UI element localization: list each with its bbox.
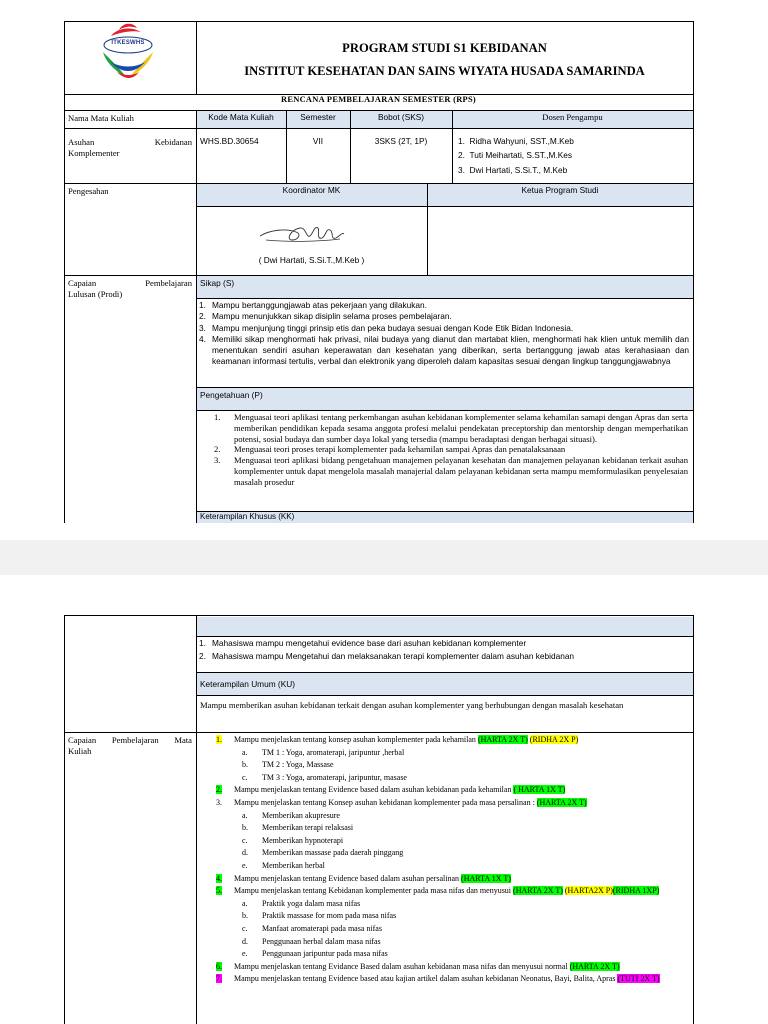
lecturer-list <box>458 136 688 176</box>
kk-list <box>199 638 689 663</box>
cpmk-item-3: 3. Mampu menjelaskan tentang Konsep asuhan kebidanan komplementer pada masa persalinan : (HARTA 2X T) <box>216 797 587 807</box>
assignment-badge: (HARTA 2X T) <box>477 735 528 744</box>
cpmk-subitem: e. Memberikan herbal <box>242 860 325 870</box>
course-name-word2: Kebidanan <box>154 137 192 147</box>
head-label: Ketua Program Studi <box>521 185 599 195</box>
semester-value: VII <box>312 136 324 146</box>
cpmk-word2: Pembelajaran <box>111 735 159 745</box>
pengetahuan-item: 3. Menguasai teori aplikasi bidang pengetahuan manajemen pelayanan kesehatan dan manajemen pelayanan kebidanan terkait asuhan komplementer untuk dapat mengelola masalah manajerial dalam pelayanan kebidanan serta mampu memformulasikan penyelesaian masalah prosedur <box>214 455 688 487</box>
sikap-item: 3. Mampu menjunjung tinggi prinsip etis dan peka budaya sesuai dengan Kode Etik Bidan Indonesia. <box>199 322 574 333</box>
cpmk-item-4: 4. Mampu menjelaskan tentang Evidence based dalam asuhan persalinan (HARTA 1X T) <box>216 873 511 883</box>
cpmk-subitem: b. Praktik massase for mom pada masa nifas <box>242 911 397 921</box>
kk-title: Keterampilan Khusus (KK) <box>200 512 295 521</box>
lecturer-item: 2. Tuti Meihartati, S.ST.,M.Kes <box>458 150 573 161</box>
lecturer-item: 1. Ridha Wahyuni, SST.,M.Keb <box>458 136 574 146</box>
sikap-title: Sikap (S) <box>200 278 235 288</box>
assignment-badge: (RIDHA 2X P) <box>529 735 579 744</box>
assignment-badge: ( HARTA 1X T) <box>513 785 566 795</box>
cpmk-subitem: b. Memberikan terapi relaksasi <box>242 823 354 833</box>
cpl-word2: Pembelajaran <box>145 278 192 288</box>
sikap-item: 4. Memiliki sikap menghormati hak privasi, nilai budaya yang dianut dan martabat klien, menghormati hak klien untuk memilih dan menentukan sendiri asuhan keperawatan dan kesehatan yang diberikan, serta bertanggung jawab atas kerahasiaan dan keamanan informasi tertulis, verbal dan elektronik yang diperoleh dalam kapasitas sesuai dengan lingkup tanggungjawabnya <box>199 333 689 367</box>
assignment-badge: (HARTA2X P) <box>564 886 613 896</box>
cpmk-item-1: 1. Mampu menjelaskan tentang konsep asuhan komplementer pada kehamilan (HARTA 2X T) (RIDHA 2X P) <box>216 735 579 744</box>
sikap-item: 1. Mampu bertanggungjawab atas pekerjaan yang dilakukan. <box>199 300 427 310</box>
weight-value: 3SKS (2T, 1P) <box>374 136 428 146</box>
ku-title: Keterampilan Umum (KU) <box>200 679 295 689</box>
cpmk-subitem: a. Memberikan akupresure <box>242 810 340 820</box>
cpmk-subitem: d. Memberikan massase pada daerah pinggang <box>242 848 404 858</box>
cpmk-item-5: 5. Mampu menjelaskan tentang Kebidanan komplementer pada masa nifas dan menyusui (HARTA 2X T) (HARTA2X P)(RIDHA 1XP) <box>216 886 660 896</box>
course-name-line1 <box>68 137 192 148</box>
course-name-line2: Komplementer <box>68 148 120 158</box>
sikap-list <box>199 300 689 368</box>
course-code-label: Kode Mata Kuliah <box>208 112 274 122</box>
logo-text: ITKESWHS <box>111 40 145 46</box>
cpmk-subitem: c. Manfaat aromaterapi pada masa nifas <box>242 923 382 933</box>
assignment-badge: (HARTA 2X T) <box>569 961 620 971</box>
cpl-word1: Capaian <box>68 278 97 288</box>
course-code: WHS.BD.30654 <box>200 136 259 146</box>
signer-name: ( Dwi Hartati, S.Si.T.,M.Keb ) <box>258 255 365 265</box>
semester-label: Semester <box>300 112 336 122</box>
cpmk-subitem: c. TM 3 : Yoga, aromaterapi, jaripuntur, masase <box>242 772 407 782</box>
cpmk-word1: Capaian <box>68 735 97 745</box>
weight-label: Bobot (SKS) <box>377 112 425 122</box>
assignment-badge: (RIDHA 1XP) <box>612 886 660 896</box>
sikap-header-shade <box>196 275 693 298</box>
program-name: PROGRAM STUDI S1 KEBIDANAN <box>342 41 547 55</box>
approval-label: Pengesahan <box>68 186 109 196</box>
assignment-badge: (HARTA 1X T) <box>461 873 511 883</box>
coordinator-label: Koordinator MK <box>282 185 341 195</box>
institution-logo <box>97 22 159 84</box>
cpmk-subitem: a. Praktik yoga dalam masa nifas <box>242 898 361 908</box>
cpmk-subitem: d. Penggunaan herbal dalam masa nifas <box>242 936 381 946</box>
cpl-label-line1 <box>68 278 192 289</box>
ku-text: Mampu memberikan asuhan kebidanan terkait dengan asuhan komplementer yang berhubungan dengan masalah kesehatan <box>200 700 624 710</box>
pengetahuan-header-shade <box>196 387 693 410</box>
cpmk-label-line2: Kuliah <box>68 746 92 756</box>
pengetahuan-list <box>214 412 688 488</box>
assignment-badge: (HARTA 2X T) <box>513 886 563 896</box>
kk-header-shade <box>196 617 693 636</box>
cpmk-item-7: 7. Mampu menjelaskan tentang Evidence based atau kajian artikel dalam asuhan kebidanan Neonatus, Bayi, Balita, Apras (TUTI 2X T) <box>216 974 660 984</box>
cpmk-subitem: e. Penggunaan jaripuntur pada masa nifas <box>242 949 388 959</box>
pengetahuan-item: 2. Menguasai teori proses terapi komplementer pada kehamilan sampai Apras dan penatalaksanaan <box>214 444 566 455</box>
institution-name: INSTITUT KESEHATAN DAN SAINS WIYATA HUSADA SAMARINDA <box>244 64 645 78</box>
sikap-item: 2. Mampu menunjukkan sikap disiplin selama proses pembelajaran. <box>199 311 452 322</box>
lecturer-item: 3. Dwi Hartati, S.Si.T., M.Keb <box>458 164 568 175</box>
kk-item: 2. Mahasiswa mampu Mengetahui dan melaksanakan terapi komplementer dalam asuhan kebidanan <box>199 651 575 662</box>
cpmk-item-6: 6. Mampu menjelaskan tentang Evidance Based dalam asuhan kebidanan masa nifas dan menyusui normal (HARTA 2X T) <box>216 961 620 971</box>
cpmk-subitem: b. TM 2 : Yoga, Massase <box>242 760 334 770</box>
signature-image <box>256 218 346 248</box>
kk-item: 1. Mahasiswa mampu mengetahui evidence base dari asuhan kebidanan komplementer <box>199 638 527 648</box>
cpmk-subitem: c. Memberikan hypnoterapi <box>242 835 344 845</box>
cpmk-subitem: a. TM 1 : Yoga, aromaterapi, jaripuntur ,herbal <box>242 747 405 757</box>
cpmk-word3: Mata <box>174 735 192 745</box>
assignment-badge: (TUTI 2X T) <box>617 974 660 984</box>
page-2 <box>0 575 768 1024</box>
course-name-label: Nama Mata Kuliah <box>68 113 134 123</box>
cpmk-item-2: 2. Mampu menjelaskan tentang Evidence based dalam asuhan kebidanan pada kehamilan ( HARTA 1X T) <box>216 785 566 795</box>
pengetahuan-title: Pengetahuan (P) <box>200 390 263 400</box>
cpmk-list <box>216 734 688 986</box>
course-name-word1: Asuhan <box>68 137 95 147</box>
pengetahuan-item: 1. Menguasai teori aplikasi tentang perkembangan asuhan kebidanan komplementer selama kehamilan samapi dengan Apras dan serta memberikan pendidikan kepada sesama anggota profesi melalui pendekatan preceptorship dan mentorship dengan memperhatikan potensi, sosial budaya dan sumber daya lokal yang tersedia (mampu beradaptasi dengan berbagai situasi). <box>214 412 688 444</box>
assignment-badge: (HARTA 2X T) <box>536 797 587 807</box>
cpmk-label-line1 <box>68 735 192 746</box>
cpl-label-line2: Lulusan (Prodi) <box>68 289 123 299</box>
lecturer-label: Dosen Pengampu <box>542 112 603 122</box>
document-title: RENCANA PEMBELAJARAN SEMESTER (RPS) <box>281 95 476 104</box>
